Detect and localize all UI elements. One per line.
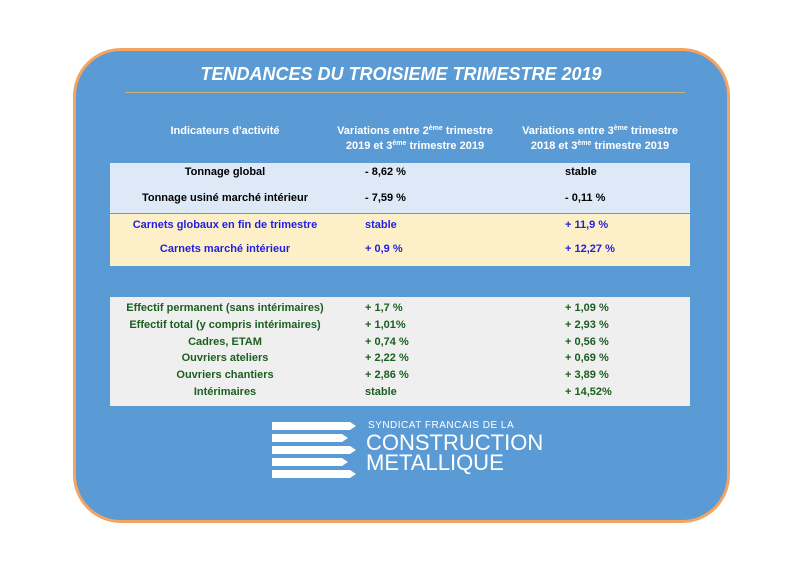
table-row	[110, 166, 690, 184]
row-value-q2q3: + 2,22 %	[365, 352, 409, 364]
row-label: Carnets globaux en fin de trimestre	[132, 219, 318, 231]
row-value-q2q3: stable	[365, 219, 397, 231]
row-label: Intérimaires	[193, 386, 257, 398]
row-value-q2q3: + 0,74 %	[365, 336, 409, 348]
table-row	[110, 219, 690, 237]
row-label: Tonnage global	[184, 166, 266, 178]
header-col2-l1a: Variations entre 2	[337, 125, 429, 137]
row-label: Cadres, ETAM	[188, 336, 262, 348]
row-label: Effectif permanent (sans intérimaires)	[126, 302, 324, 314]
header-col3	[510, 124, 690, 154]
row-value-yoy: + 1,09 %	[565, 302, 609, 314]
header-col2-l2sup: ème	[392, 140, 407, 147]
table-row	[110, 369, 690, 387]
row-value-yoy: + 12,27 %	[565, 243, 615, 255]
logo-line-1: SYNDICAT FRANCAIS DE LA	[368, 420, 515, 431]
header-col3-l1b: trimestre	[627, 125, 678, 137]
logo-line-3: METALLIQUE	[366, 450, 504, 475]
row-value-q2q3: + 1,01%	[365, 319, 406, 331]
header-col3-l2a: 2018 et 3	[530, 140, 578, 152]
row-value-yoy: + 0,69 %	[565, 352, 609, 364]
header-col3-l1a: Variations entre 3	[522, 125, 614, 137]
header-indicators: Indicateurs d'activité	[170, 125, 280, 137]
row-value-yoy: + 2,93 %	[565, 319, 609, 331]
header-col3-l2b: trimestre 2019	[591, 140, 670, 152]
row-label: Ouvriers chantiers	[176, 369, 274, 381]
header-col3-l1sup: ème	[613, 125, 628, 132]
row-value-yoy: - 0,11 %	[565, 192, 606, 204]
row-label: Tonnage usiné marché intérieur	[141, 192, 309, 204]
row-value-q2q3: + 0,9 %	[365, 243, 403, 255]
table-row	[110, 243, 690, 261]
header-col3-l2sup: ème	[577, 140, 592, 147]
title-divider	[125, 92, 685, 93]
row-value-q2q3: - 8,62 %	[365, 166, 406, 178]
row-value-yoy: + 11,9 %	[565, 219, 609, 231]
table-row	[110, 192, 690, 210]
row-value-yoy: stable	[565, 166, 597, 178]
row-label: Ouvriers ateliers	[181, 352, 269, 364]
row-value-q2q3: + 2,86 %	[365, 369, 409, 381]
row-value-yoy: + 3,89 %	[565, 369, 609, 381]
row-value-q2q3: - 7,59 %	[365, 192, 406, 204]
row-value-q2q3: + 1,7 %	[365, 302, 403, 314]
header-col2-l2a: 2019 et 3	[345, 140, 393, 152]
row-value-yoy: + 14,52%	[565, 386, 612, 398]
page-title: TENDANCES DU TROISIEME TRIMESTRE 2019	[200, 64, 602, 84]
row-value-yoy: + 0,56 %	[565, 336, 609, 348]
row-value-q2q3: stable	[365, 386, 397, 398]
header-col2-l1b: trimestre	[442, 125, 493, 137]
table-row	[110, 386, 690, 404]
header-col2-l1sup: ème	[428, 125, 443, 132]
row-label: Effectif total (y compris intérimaires)	[129, 319, 321, 331]
header-col2-l2b: trimestre 2019	[406, 140, 485, 152]
table-row	[110, 352, 690, 370]
row-label: Carnets marché intérieur	[159, 243, 291, 255]
logo-line-2: CONSTRUCTION	[366, 430, 544, 455]
table-row	[110, 302, 690, 320]
table-row	[110, 319, 690, 337]
header-col2	[325, 124, 505, 154]
